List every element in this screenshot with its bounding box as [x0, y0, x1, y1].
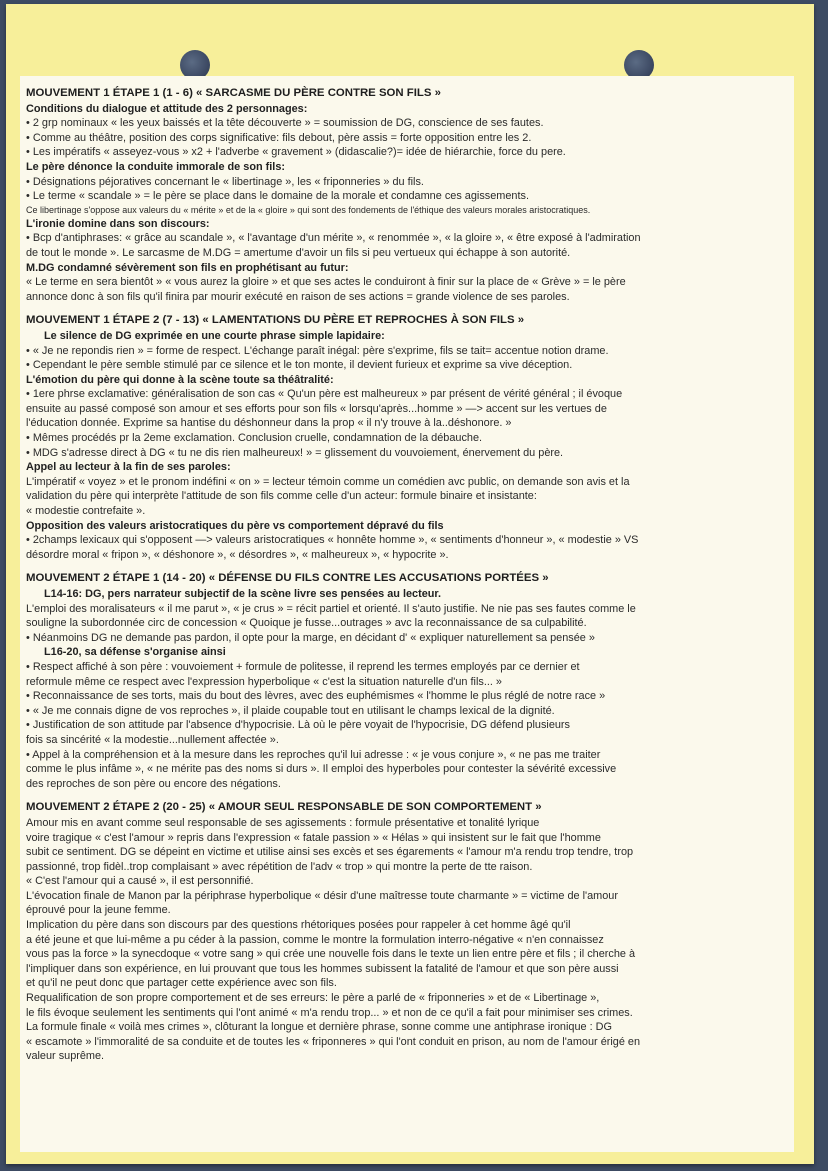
text-line: • Bcp d'antiphrases: « grâce au scandale », « l'avantage d'un mérite », « renommée », « la gloire », « être exposé à l'admiration — [26, 231, 788, 246]
text-line: • Cependant le père semble stimulé par ce silence et le ton monte, il devient furieux et exprime sa vive déception. — [26, 358, 788, 373]
text-line: des reproches de son père ou encore des négations. — [26, 777, 281, 790]
text-line: valeur suprême. — [26, 1050, 105, 1063]
text-line: • Comme au théâtre, position des corps significative: fils debout, père assis = forte opposition entre les 2. — [26, 131, 788, 146]
text-line: Implication du père dans son discours par des questions rhétoriques posées pour rappeler à cet homme âgé qu'il — [26, 919, 571, 932]
text-line: éprouvé pour la jeune femme. — [26, 904, 171, 917]
text-line: « C'est l'amour qui a causé », il est personnifié. — [26, 875, 254, 888]
subheading: Appel au lecteur à la fin de ses paroles: — [26, 461, 231, 474]
text-line: annonce donc à son fils qu'il finira par mourir exécuté en raison de ses actions = grande violence de ses paroles. — [26, 290, 570, 303]
text-line: voire tragique « c'est l'amour » repris dans l'expression « fatale passion » « Hélas » qui insistent sur le fait que l'homme — [26, 831, 601, 844]
text-line: passionné, trop fidèl..trop complaisant » avec répétition de l'adv « trop » qui montre la perte de tte raison. — [26, 860, 533, 873]
section-3 — [26, 571, 788, 791]
subheading: Le silence de DG exprimée en une courte phrase simple lapidaire: — [44, 329, 385, 342]
section-2 — [26, 313, 788, 562]
section-title: MOUVEMENT 2 ÉTAPE 1 (14 - 20) « DÉFENSE DU FILS CONTRE LES ACCUSATIONS PORTÉES » — [26, 572, 549, 585]
text-line: « escamote » l'immoralité de sa conduite et de toutes les « friponneres » qui l'ont conduit en prison, au nom de l'amour érigé en — [26, 1035, 641, 1048]
text-line: de tout le monde ». Le sarcasme de M.DG = amertume d'avoir un fils si peu vertueux qui échappe à son autorité. — [26, 246, 571, 259]
text-line: Amour mis en avant comme seul responsable de ses agissements : formule présentative et tonalité lyrique — [26, 816, 540, 829]
subheading: Le père dénonce la conduite immorale de son fils: — [26, 160, 286, 173]
subheading: L16-20, sa défense s'organise ainsi — [44, 646, 226, 659]
subheading: Opposition des valeurs aristocratiques du père vs comportement dépravé du fils — [26, 519, 444, 532]
text-line: « Le terme en sera bientôt » « vous aurez la gloire » et que ses actes le conduiront à finir sur la place de « Grève » = le père — [26, 276, 626, 289]
section-1 — [26, 86, 788, 304]
text-line: subit ce sentiment. DG se dépeint en victime et utilise ainsi ses excès et ses égarements « l'amour m'a rendu trop tendre, trop — [26, 846, 634, 859]
text-line: • Reconnaissance de ses torts, mais du bout des lèvres, avec des euphémismes « l'homme le plus réglé de notre race » — [26, 689, 788, 704]
text-line: L'emploi des moralisateurs « il me parut », « je crus » = récit partiel et orienté. Il s'auto justifie. Ne nie pas ses fautes comme le — [26, 602, 636, 615]
subheading: L14-16: DG, pers narrateur subjectif de la scène livre ses pensées au lecteur. — [44, 588, 442, 600]
text-line: le fils évoque seulement les sentiments qui l'ont animé « m'a rendu trop... » et non de ce qu'il a fait pour minimiser ses crimes. — [26, 1006, 633, 1019]
text-line: • Appel à la compréhension et à la mesure dans les reproches qu'il lui adresse : « je vous conjure », « ne pas me traiter — [26, 748, 788, 763]
text-line: Requalification de son propre comportement et de ses erreurs: le père a parlé de « friponneries » et de « Libertinage », — [26, 992, 600, 1005]
text-line: « modestie contrefaite ». — [26, 505, 146, 518]
text-line: et qu'il ne peut donc que partager cette expérience avec son fils. — [26, 977, 337, 990]
text-line: validation du père qui interprète l'attitude de son fils comme celle d'un acteur: formule binaire et insistante: — [26, 490, 537, 503]
text-line: vous pas la force » la synecdoque « votre sang » qui crée une nouvelle fois dans le texte un lien entre père et fils ; il cherche à — [26, 948, 636, 961]
subheading: L'émotion du père qui donne à la scène toute sa théâtralité: — [26, 373, 334, 386]
text-line: • 2champs lexicaux qui s'opposent —> valeurs aristocratiques « honnête homme », « sentiments d'honneur », « modestie » VS — [26, 533, 788, 548]
text-line: l'impliquer dans son expérience, en lui prouvant que tous les hommes subissent la fatalité de l'amour et que son père aussi — [26, 962, 619, 975]
text-line: • Les impératifs « asseyez-vous » x2 + l'adverbe « gravement » (didascalie?)= idée de hiérarchie, force du pere. — [26, 145, 788, 160]
text-line: • Mêmes procédés pr la 2eme exclamation. Conclusion cruelle, condamnation de la débauche. — [26, 431, 788, 446]
text-line: L'évocation finale de Manon par la périphrase hyperbolique « désir d'une maîtresse toute charmante » = victime de l'amour — [26, 889, 618, 902]
text-line: • « Je me connais digne de vos reproches », il plaide coupable tout en utilisant le champs lexical de la dignité. — [26, 704, 788, 719]
text-line: ensuite au passé composé son amour et ses efforts pour son fils « lorsqu'après...homme » —> accent sur les vertues de — [26, 402, 607, 415]
section-title: MOUVEMENT 1 ÉTAPE 2 (7 - 13) « LAMENTATIONS DU PÈRE ET REPROCHES À SON FILS » — [26, 314, 525, 327]
text-line: • Désignations péjoratives concernant le « libertinage », les « friponneries » du fils. — [26, 175, 788, 190]
text-line: • Néanmoins DG ne demande pas pardon, il opte pour la marge, en décidant d' « expliquer naturellement sa pensée » — [26, 631, 788, 646]
text-line: • Respect affiché à son père : vouvoiement + formule de politesse, il reprend les termes employés par ce dernier et — [26, 660, 788, 675]
text-line: souligne la subordonnée circ de concession « Quoique je fusse...outrages » avc la reconnaissance de sa culpabilité. — [26, 617, 587, 630]
text-line: comme le plus infâme », « ne mérite pas des noms si durs ». Il emploi des hyperboles pour contester la sévérité excessive — [26, 763, 617, 776]
text-line: • MDG s'adresse direct à DG « tu ne dis rien malheureux! » = glissement du vouvoiement, énervement du père. — [26, 446, 788, 461]
text-line: La formule finale « voilà mes crimes », clôturant la longue et dernière phrase, sonne comme une antiphrase ironique : DG — [26, 1021, 612, 1034]
text-line: a été jeune et que lui-même a pu céder à la passion, comme le montre la formulation interro-négative « n'en connaissez — [26, 933, 604, 946]
text-line: • 1ere phrse exclamative: généralisation de son cas « Qu'un père est malheureux » par présent de vérité général ; il évoque — [26, 387, 788, 402]
subheading: M.DG condamné sévèrement son fils en prophétisant au futur: — [26, 261, 349, 274]
subheading: Conditions du dialogue et attitude des 2 personnages: — [26, 102, 308, 115]
text-line: reformule même ce respect avec l'expression hyperbolique « c'est la situation naturelle d'un fils... » — [26, 675, 502, 688]
subheading: L'ironie domine dans son discours: — [26, 217, 210, 230]
section-title: MOUVEMENT 2 ÉTAPE 2 (20 - 25) « AMOUR SEUL RESPONSABLE DE SON COMPORTEMENT » — [26, 801, 542, 814]
text-line: Ce libertinage s'oppose aux valeurs du « mérite » et de la « gloire » qui sont des fondements de l'éthique des valeurs morales aristocratiques. — [26, 204, 591, 215]
text-line: • 2 grp nominaux « les yeux baissés et la tête découverte » = soumission de DG, conscience de ses fautes. — [26, 116, 788, 131]
text-line: • « Je ne repondis rien » = forme de respect. L'échange paraît inégal: père s'exprime, fils se tait= accentue notion drame. — [26, 344, 788, 359]
document-body — [20, 76, 794, 1152]
text-line: • Justification de son attitude par l'absence d'hypocrisie. Là où le père voyait de l'hypocrisie, DG défend plusieurs — [26, 718, 788, 733]
section-4 — [26, 800, 788, 1064]
text-line: désordre moral « fripon », « déshonore », « désordres », « malheureux », « hypocrite ». — [26, 548, 449, 561]
yellow-sheet — [6, 4, 814, 1164]
text-line: L'impératif « voyez » et le pronom indéfini « on » = lecteur témoin comme un comédien avc public, on demande son avis et la — [26, 475, 630, 488]
text-line: • Le terme « scandale » = le père se place dans le domaine de la morale et condamne ces agissements. — [26, 189, 788, 204]
section-title: MOUVEMENT 1 ÉTAPE 1 (1 - 6) « SARCASME DU PÈRE CONTRE SON FILS » — [26, 87, 441, 99]
text-line: fois sa sincérité « la modestie...nullement affectée ». — [26, 733, 279, 746]
text-line: l'éducation donnée. Exprime sa hantise du déshonneur dans la prop « il n'y trouve à la..déshonore. » — [26, 417, 512, 430]
